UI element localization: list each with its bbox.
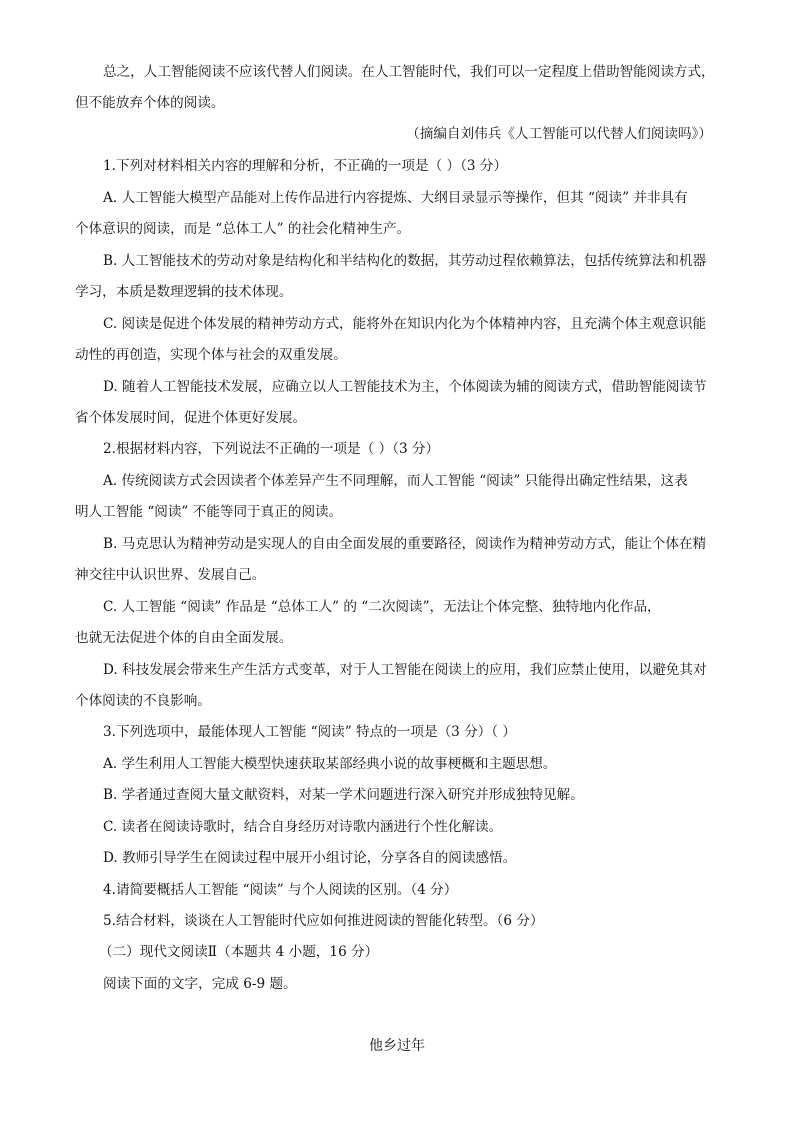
passage-title: 他乡过年 xyxy=(369,1038,425,1054)
q1-option-d-cont: 省个体发展时间，促进个体更好发展。 xyxy=(75,410,307,426)
q1-option-b: B. 人工智能技术的劳动对象是结构化和半结构化的数据，其劳动过程依赖算法，包括传统算法和机器 xyxy=(103,253,707,269)
section-2-instruction: 阅读下面的文字，完成 6-9 题。 xyxy=(103,976,297,992)
source-citation: （摘编自刘伟兵《人工智能可以代替人们阅读吗》） xyxy=(406,126,712,142)
q1-option-c-cont: 动性的再创造，实现个体与社会的双重发展。 xyxy=(75,347,347,363)
conclusion-line-1: 总之，人工智能阅读不应该代替人们阅读。在人工智能时代，我们可以一定程度上借助智能阅读方式， xyxy=(103,64,715,80)
q1-stem: 1.下列对材料相关内容的理解和分析，不正确的一项是（ ）（3 分） xyxy=(103,158,508,174)
q3-stem: 3.下列选项中，最能体现人工智能 “阅读” 特点的一项是（3 分）（ ） xyxy=(103,724,517,740)
q3-option-c: C. 读者在阅读诗歌时，结合自身经历对诗歌内涵进行个性化解读。 xyxy=(103,819,503,835)
q2-option-b: B. 马克思认为精神劳动是实现人的自由全面发展的重要路径，阅读作为精神劳动方式，能让个体在精 xyxy=(103,536,707,552)
q1-option-b-cont: 学习，本质是数理逻辑的技术体现。 xyxy=(75,284,293,300)
q2-option-b-cont: 神交往中认识世界、发展自己。 xyxy=(75,567,266,583)
q1-option-a: A. 人工智能大模型产品能对上传作品进行内容提炼、大纲目录显示等操作，但其 “阅读” 并非具有 xyxy=(103,190,688,206)
q2-option-a-cont: 明人工智能 “阅读” 不能等同于真正的阅读。 xyxy=(75,504,343,520)
q2-stem: 2.根据材料内容，下列说法不正确的一项是（ ）（3 分） xyxy=(103,441,440,457)
q2-option-d: D. 科技发展会带来生产生活方式变革，对于人工智能在阅读上的应用，我们应禁止使用，以避免其对 xyxy=(103,662,707,678)
q3-option-b: B. 学者通过查阅大量文献资料，对某一学术问题进行深入研究并形成独特见解。 xyxy=(103,787,584,803)
q2-option-c-cont: 也就无法促进个体的自由全面发展。 xyxy=(75,630,293,646)
q1-option-a-cont: 个体意识的阅读，而是 “总体工人” 的社会化精神生产。 xyxy=(75,221,411,237)
conclusion-line-2: 但不能放弃个体的阅读。 xyxy=(75,95,225,111)
section-2-heading: （二）现代文阅读Ⅱ（本题共 4 小题，16 分） xyxy=(99,944,379,960)
q2-option-c: C. 人工智能 “阅读” 作品是 “总体工人” 的 “二次阅读”，无法让个体完整、独特地内化作品， xyxy=(103,599,661,615)
q4-stem: 4.请简要概括人工智能 “阅读” 与个人阅读的区别。（4 分） xyxy=(103,882,458,898)
q5-stem: 5.结合材料，谈谈在人工智能时代应如何推进阅读的智能化转型。（6 分） xyxy=(103,913,544,929)
q3-option-d: D. 教师引导学生在阅读过程中展开小组讨论，分享各自的阅读感悟。 xyxy=(103,850,517,866)
q2-option-d-cont: 个体阅读的不良影响。 xyxy=(75,693,211,709)
q2-option-a: A. 传统阅读方式会因读者个体差异产生不同理解，而人工智能 “阅读” 只能得出确定性结果，这表 xyxy=(103,473,688,489)
q1-option-d: D. 随着人工智能技术发展，应确立以人工智能技术为主，个体阅读为辅的阅读方式，借助智能阅读节 xyxy=(103,379,707,395)
q3-option-a: A. 学生利用人工智能大模型快速获取某部经典小说的故事梗概和主题思想。 xyxy=(103,756,557,772)
q1-option-c: C. 阅读是促进个体发展的精神劳动方式，能将外在知识内化为个体精神内容，且充满个体主观意识能 xyxy=(103,316,707,332)
